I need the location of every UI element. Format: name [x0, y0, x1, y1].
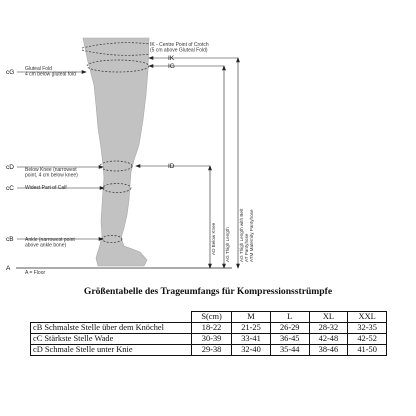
right-markers: [136, 57, 238, 168]
table-cell: 30-39: [192, 334, 232, 345]
point-code-id: ID: [168, 163, 175, 170]
row-label: cB Schmalste Stelle über dem Knöchel: [31, 323, 192, 334]
table-cell: 29-38: [192, 345, 232, 356]
point-desc-cb: Ankle (narrowest point above ankle bone): [25, 237, 75, 249]
table-cell: 28-32: [309, 323, 348, 334]
vlabel-ad: AD Below Knee: [211, 222, 216, 255]
table-cell: 42-48: [309, 334, 348, 345]
table-row: [31, 334, 387, 345]
vlabel-agk: AG Thigh Length with BeltAT PantyhoseATM Maternity Pantyhose: [239, 208, 254, 262]
table-cell: 33-41: [232, 334, 271, 345]
vlabel-ag: AG Thigh Length: [225, 227, 230, 262]
row-label: cD Schmale Stelle unter Knie: [31, 345, 192, 356]
left-markers: [17, 71, 104, 241]
table-row: [31, 323, 387, 334]
point-desc-ik: IK - Centre Point of Crotch (5 cm above Gluteal Fold): [150, 42, 209, 54]
point-code-ik: IK: [168, 55, 175, 62]
row-label: cC Stärkste Stelle Wade: [31, 334, 192, 345]
table-row: [31, 345, 387, 356]
header-l: L: [270, 312, 309, 323]
header-corner: [31, 312, 192, 323]
header-m: M: [232, 312, 271, 323]
header-xl: XL: [309, 312, 348, 323]
table-cell: 42-52: [348, 334, 387, 345]
table-cell: 26-29: [270, 323, 309, 334]
point-code-a: A: [6, 265, 11, 272]
table-cell: 18-22: [192, 323, 232, 334]
point-code-cb: cB: [6, 236, 14, 243]
table-cell: 32-40: [232, 345, 271, 356]
point-desc-cc: Widest Part of Calf: [25, 185, 67, 191]
table-title: Größentabelle des Trageumfangs für Kompressionsstrümpfe: [83, 286, 333, 297]
point-code-cc: cC: [6, 185, 14, 192]
point-desc-cg: Gluteal Fold 4 cm below gluteal fold: [25, 66, 76, 78]
point-code-ig: IG: [168, 63, 175, 70]
table-cell: 41-50: [348, 345, 387, 356]
table-cell: 35-44: [270, 345, 309, 356]
table-cell: 38-46: [309, 345, 348, 356]
table-cell: 21-25: [232, 323, 271, 334]
table-header-row: [31, 312, 387, 323]
size-table: [30, 311, 387, 356]
point-desc-a: A = Floor: [25, 270, 46, 276]
point-code-cg: cG: [6, 69, 15, 76]
point-desc-cd: Below Knee (narrowest point, 4 cm below knee): [25, 167, 78, 179]
header-s: S(cm): [192, 312, 232, 323]
table-cell: 32-35: [348, 323, 387, 334]
header-xxl: XXL: [348, 312, 387, 323]
table-cell: 36-45: [270, 334, 309, 345]
point-code-cd: cD: [6, 164, 14, 171]
